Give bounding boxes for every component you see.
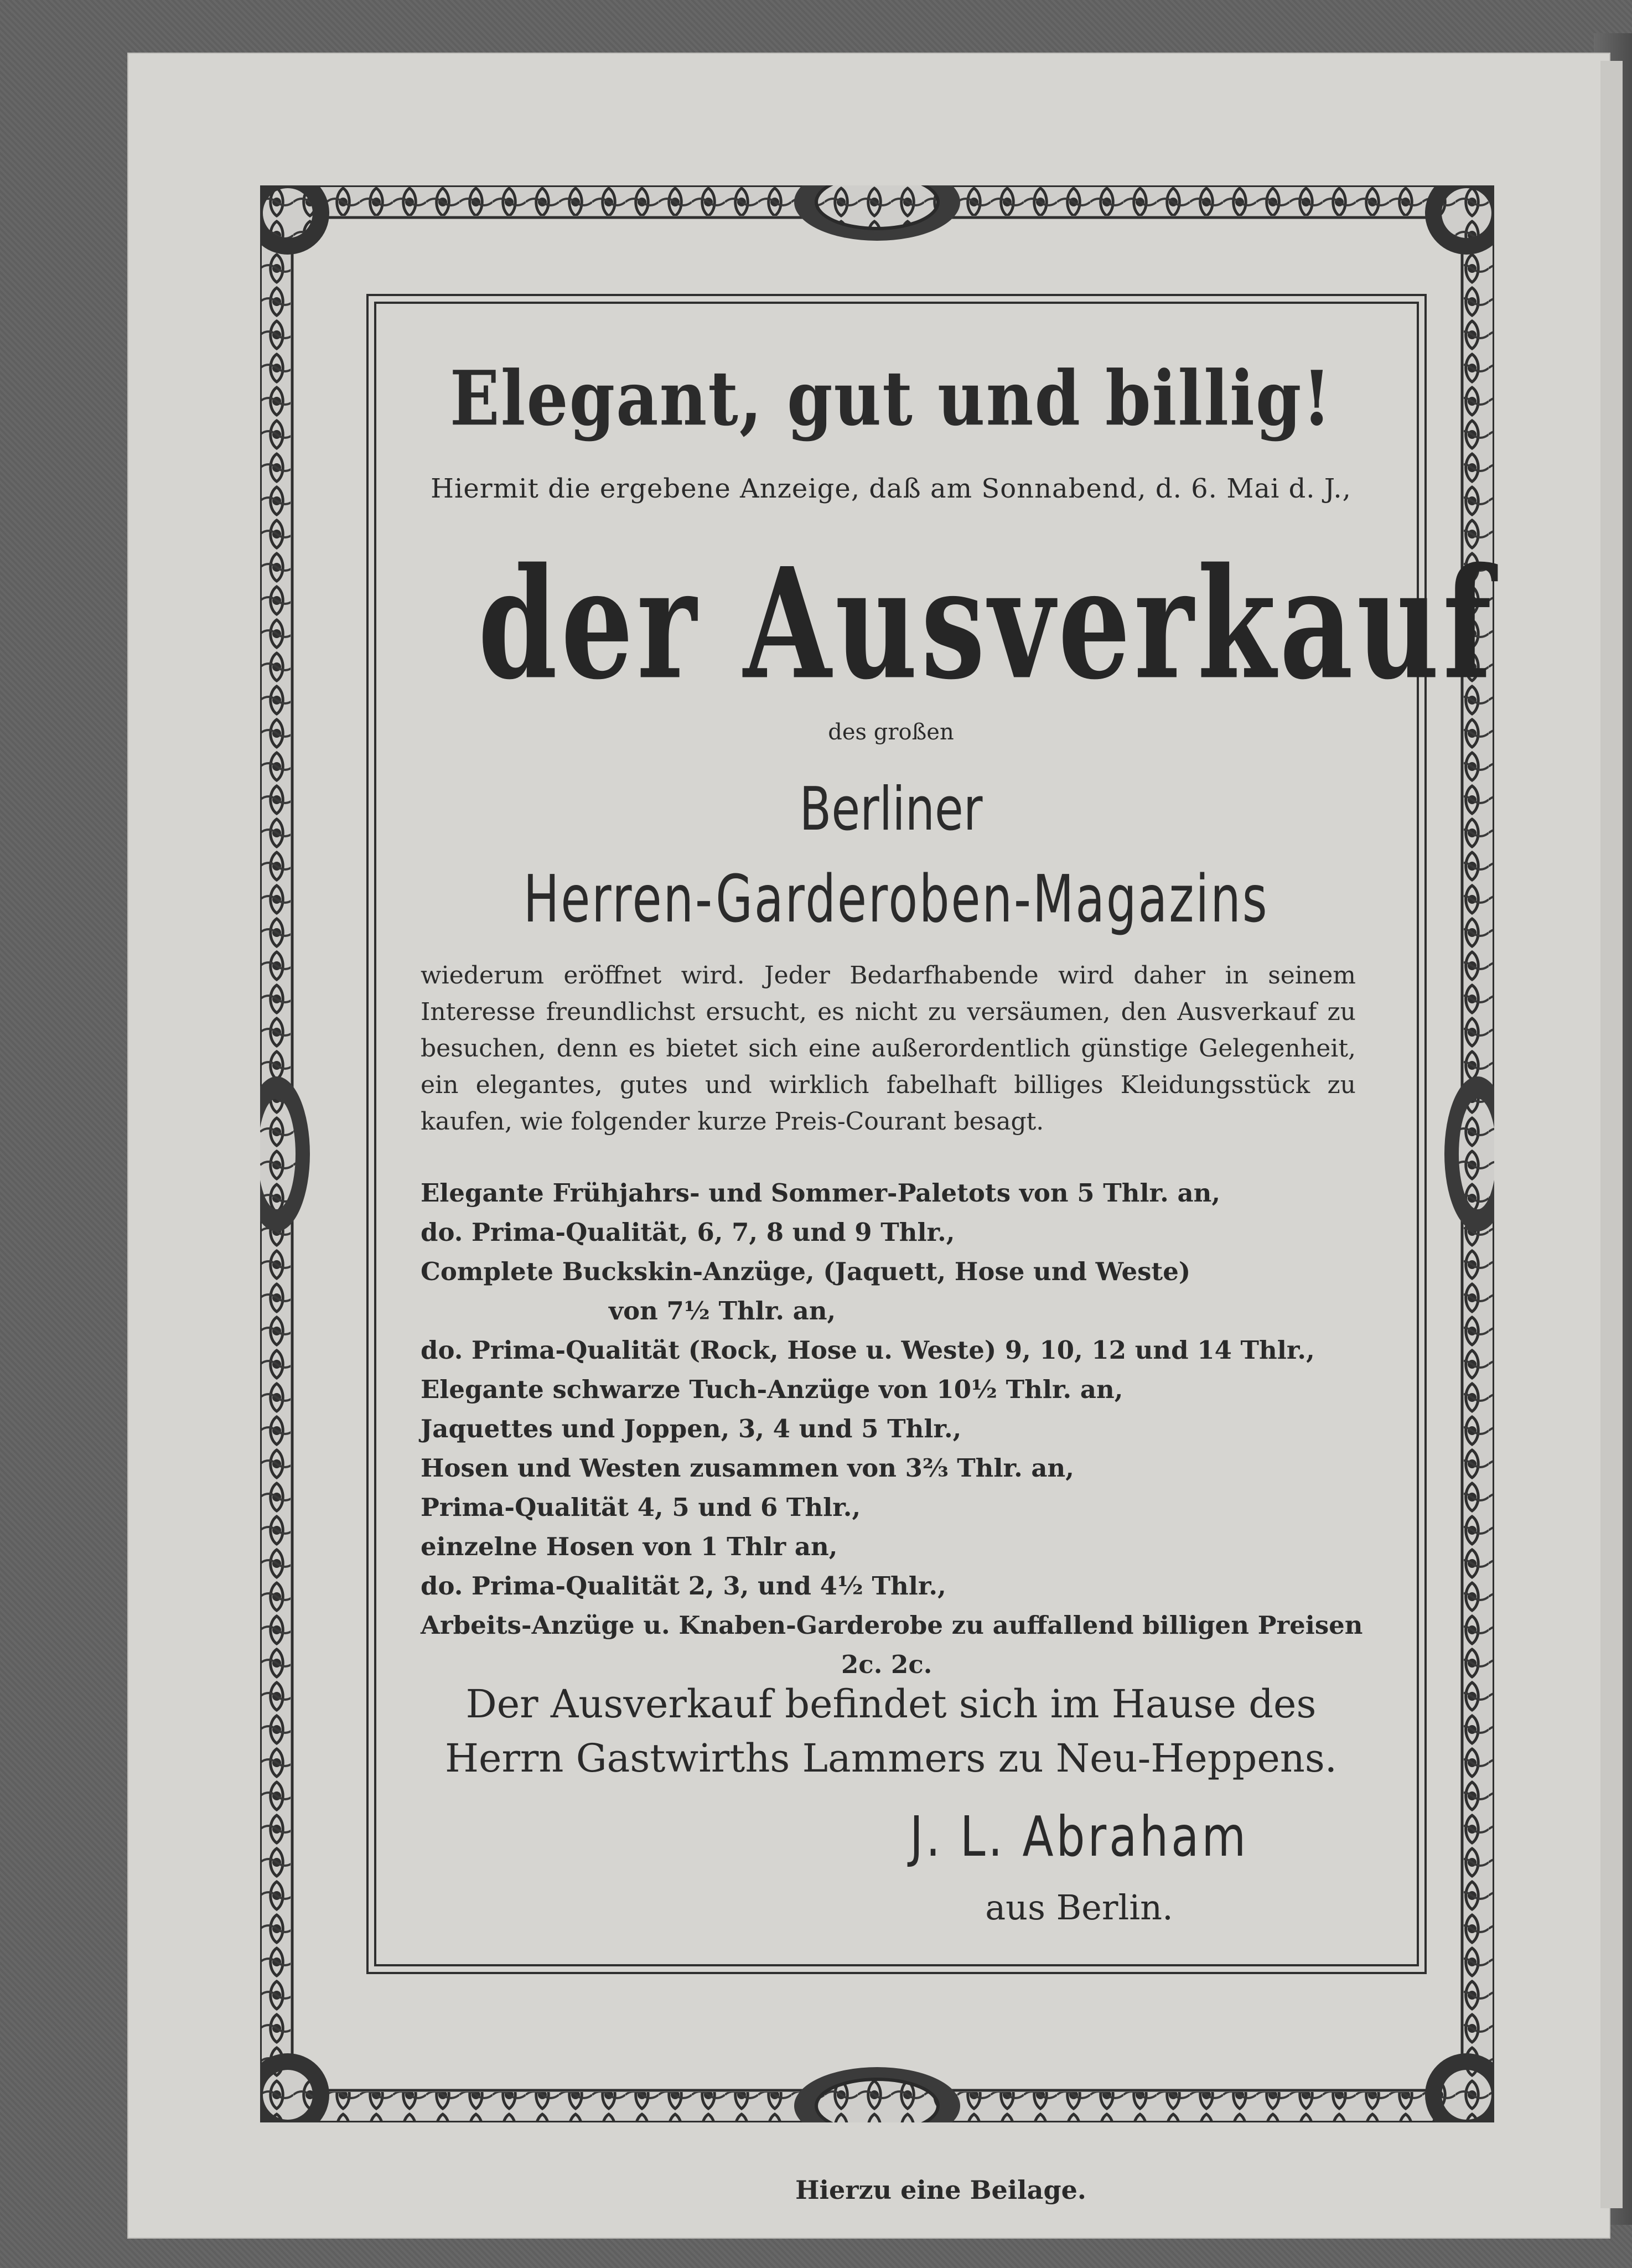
price-list	[421, 1173, 1361, 1684]
price-list-item: do. Prima-Qualität (Rock, Hose u. Weste) 9, 10, 12 und 14 Thlr.,	[421, 1335, 1315, 1365]
ad-store-name: Herren-Garderoben-Magazins	[523, 861, 1269, 937]
sale-location-line-2: Herrn Gastwirths Lammers zu Neu-Heppens.	[444, 1736, 1338, 1781]
ad-headline: Elegant, gut und billig!	[449, 354, 1333, 443]
price-list-item: Arbeits-Anzüge u. Knaben-Garderobe zu auffallend billigen Preisen	[421, 1611, 1363, 1640]
ad-body-text: wiederum eröffnet wird. Jeder Bedarfhabende wird daher in seinem Interesse freundlichst ersucht, es nicht zu versäumen, den Ausverkauf zu besuchen, denn es bietet sich eine außerordentlich günstige Gelegenheit, ein elegantes, gutes und wirklich fabelhaft billiges Kleidungsstück zu kaufen, wie folgender kurze Preis-Courant besagt.	[421, 961, 1356, 1136]
price-list-item: Hosen und Westen zusammen von 3⅔ Thlr. an,	[421, 1453, 1074, 1483]
price-list-item: do. Prima-Qualität 2, 3, und 4½ Thlr.,	[421, 1571, 946, 1601]
merchant-origin: aus Berlin.	[985, 1887, 1173, 1928]
ad-intro: Hiermit die ergebene Anzeige, daß am Sonnabend, d. 6. Mai d. J.,	[431, 473, 1351, 504]
page-footer-note: Hierzu eine Beilage.	[795, 2175, 1086, 2205]
price-list-etc: 2c. 2c.	[841, 1650, 932, 1679]
price-list-item: einzelne Hosen von 1 Thlr an,	[421, 1532, 838, 1561]
price-list-item: Jaquettes und Joppen, 3, 4 und 5 Thlr.,	[421, 1414, 962, 1443]
ad-store-city: Berliner	[799, 775, 983, 844]
sale-location	[421, 1677, 1361, 1785]
price-list-item: von 7½ Thlr. an,	[609, 1296, 836, 1325]
price-list-item: Complete Buckskin-Anzüge, (Jaquett, Hose und Weste)	[421, 1257, 1191, 1286]
price-list-item: Elegante schwarze Tuch-Anzüge von 10½ Thlr. an,	[421, 1375, 1123, 1404]
price-list-item: Elegante Frühjahrs- und Sommer-Paletots von 5 Thlr. an,	[421, 1178, 1220, 1208]
price-list-item: Prima-Qualität 4, 5 und 6 Thlr.,	[421, 1493, 861, 1522]
ad-of-the-large: des großen	[828, 719, 954, 745]
advertisement	[387, 343, 1495, 1948]
merchant-name: J. L. Abraham	[909, 1804, 1249, 1869]
next-page-edge	[1600, 61, 1623, 2208]
price-list-item: do. Prima-Qualität, 6, 7, 8 und 9 Thlr.,	[421, 1218, 955, 1247]
sale-location-line-1: Der Ausverkauf befindet sich im Hause des	[465, 1681, 1317, 1727]
ad-sale-title: der Ausverkauf	[478, 534, 1495, 713]
